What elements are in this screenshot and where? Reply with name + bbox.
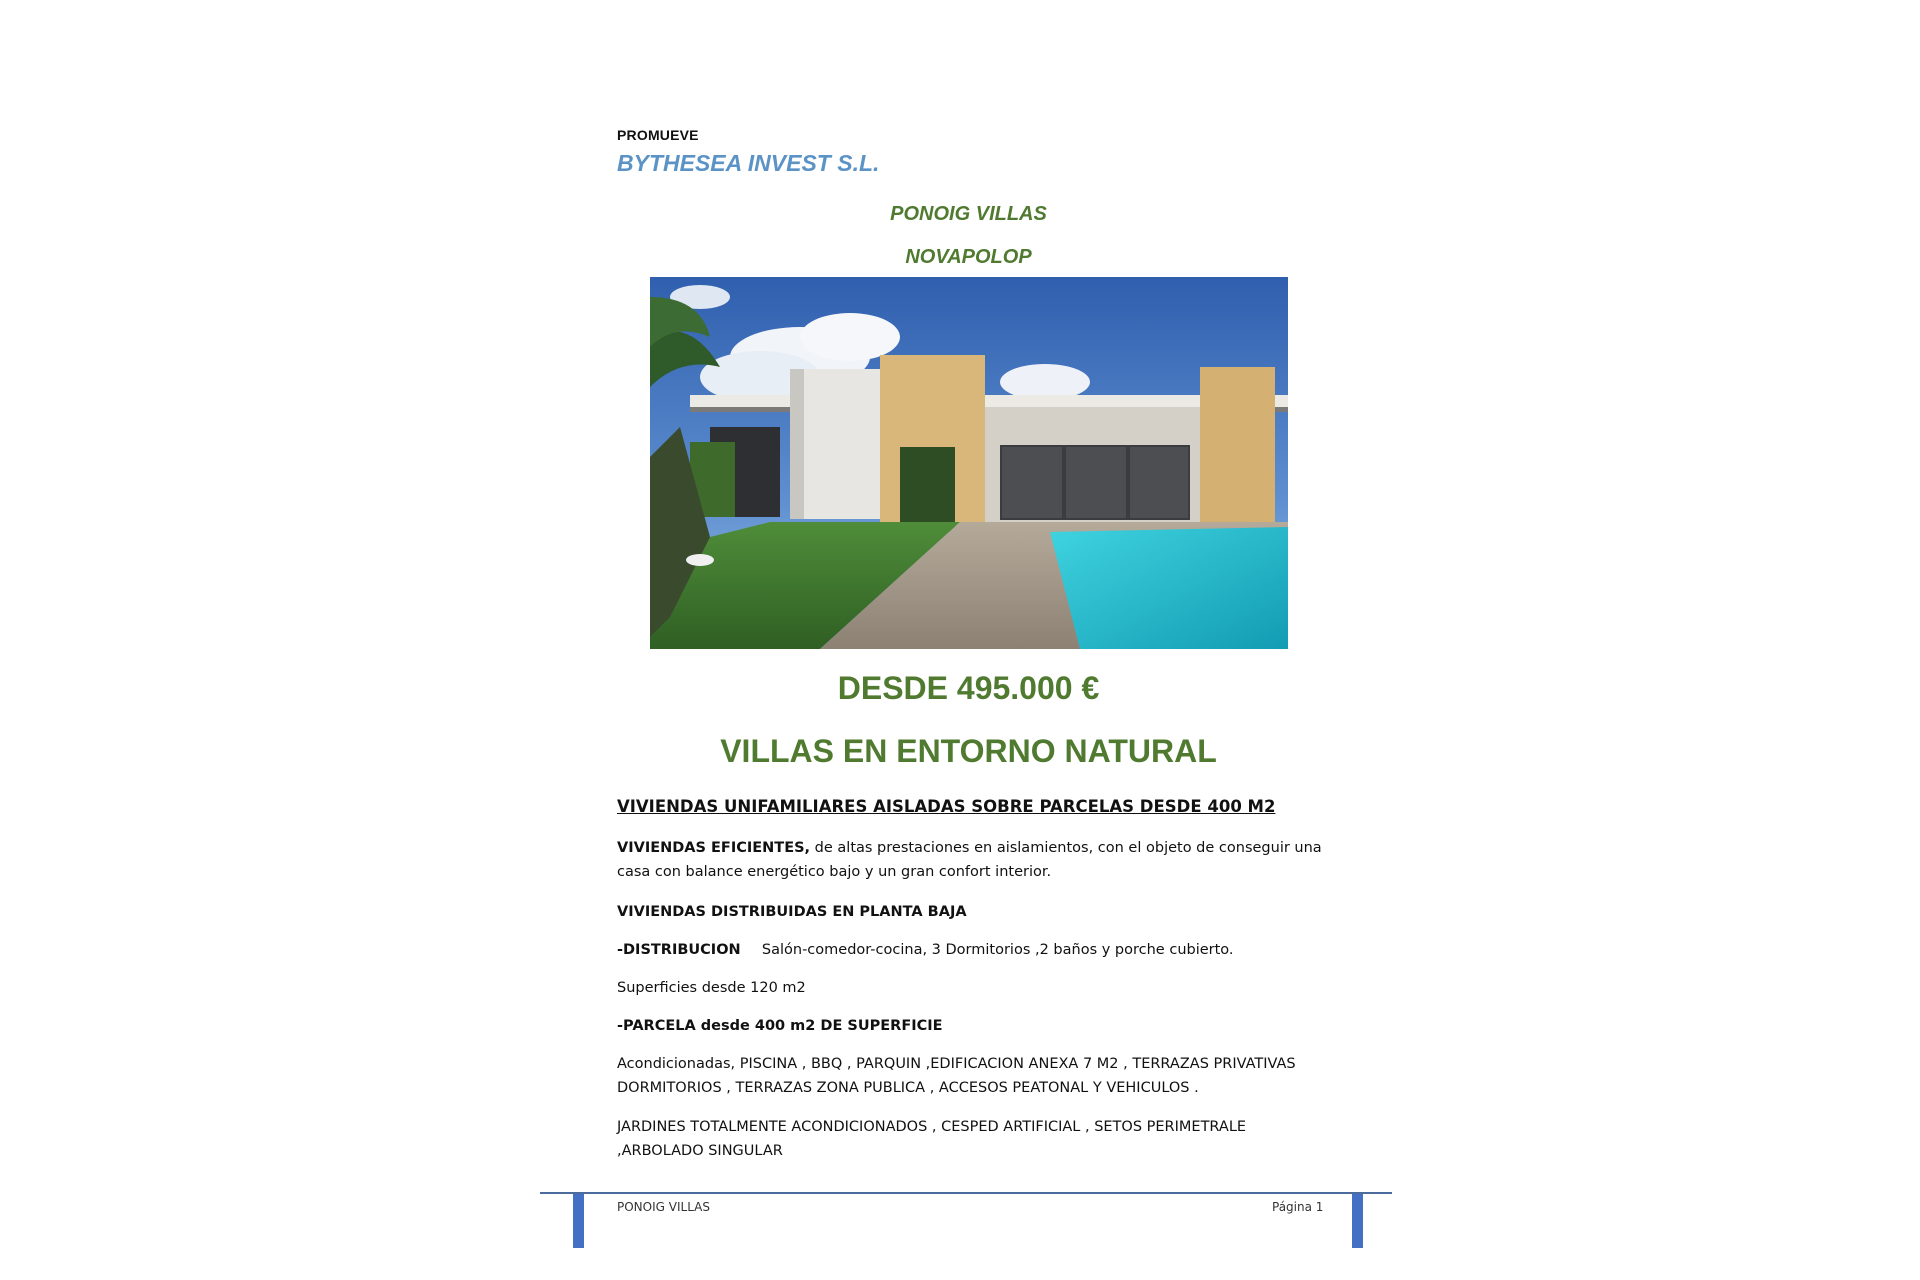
amenities-paragraph: Acondicionadas, PISCINA , BBQ , PARQUIN ,EDIFICACION ANEXA 7 M2 , TERRAZAS PRIVATIVAS DORMITORIOS , TERRAZAS ZONA PUBLICA , ACCESOS PEATONAL Y VEHICULOS . [617,1056,1296,1096]
efficient-bold-lead: VIVIENDAS EFICIENTES, [617,840,811,856]
tagline: VILLAS EN ENTORNO NATURAL [720,733,1217,769]
distribution-label: -DISTRIBUCION [617,942,741,958]
gardens-paragraph: JARDINES TOTALMENTE ACONDICIONADOS , CESPED ARTIFICIAL , SETOS PERIMETRALE ,ARBOLADO SINGULAR [617,1119,1247,1159]
price: DESDE 495.000 € [837,670,1100,706]
efficient-text: de altas prestaciones en aislamientos, con el objeto de conseguir una casa con balance energético bajo y un gran confort interior. [617,840,1322,880]
section-heading: VIVIENDAS UNIFAMILIARES AISLADAS SOBRE PARCELAS DESDE 400 M2 [617,797,1276,816]
surfaces-paragraph: Superficies desde 120 m2 [617,980,806,996]
promoter-name: BYTHESEA INVEST S.L. [617,150,880,176]
efficient-paragraph [617,836,1327,884]
distributed-paragraph: VIVIENDAS DISTRIBUIDAS EN PLANTA BAJA [617,904,967,920]
villa-render-image [650,277,1288,649]
project-subtitle: NOVAPOLOP [905,246,1032,268]
footer-left-bar [573,1194,584,1248]
footer-right-bar [1352,1194,1363,1248]
footer-divider [540,1192,1392,1194]
footer-title: PONOIG VILLAS [617,1200,710,1214]
footer-page-number: Página 1 [1272,1200,1324,1214]
distribution-paragraph [617,938,1327,962]
project-name: PONOIG VILLAS [890,203,1047,225]
plot-paragraph: -PARCELA desde 400 m2 DE SUPERFICIE [617,1018,943,1034]
distribution-text: Salón-comedor-cocina, 3 Dormitorios ,2 baños y porche cubierto. [761,942,1234,958]
promoter-label: PROMUEVE [617,127,699,143]
